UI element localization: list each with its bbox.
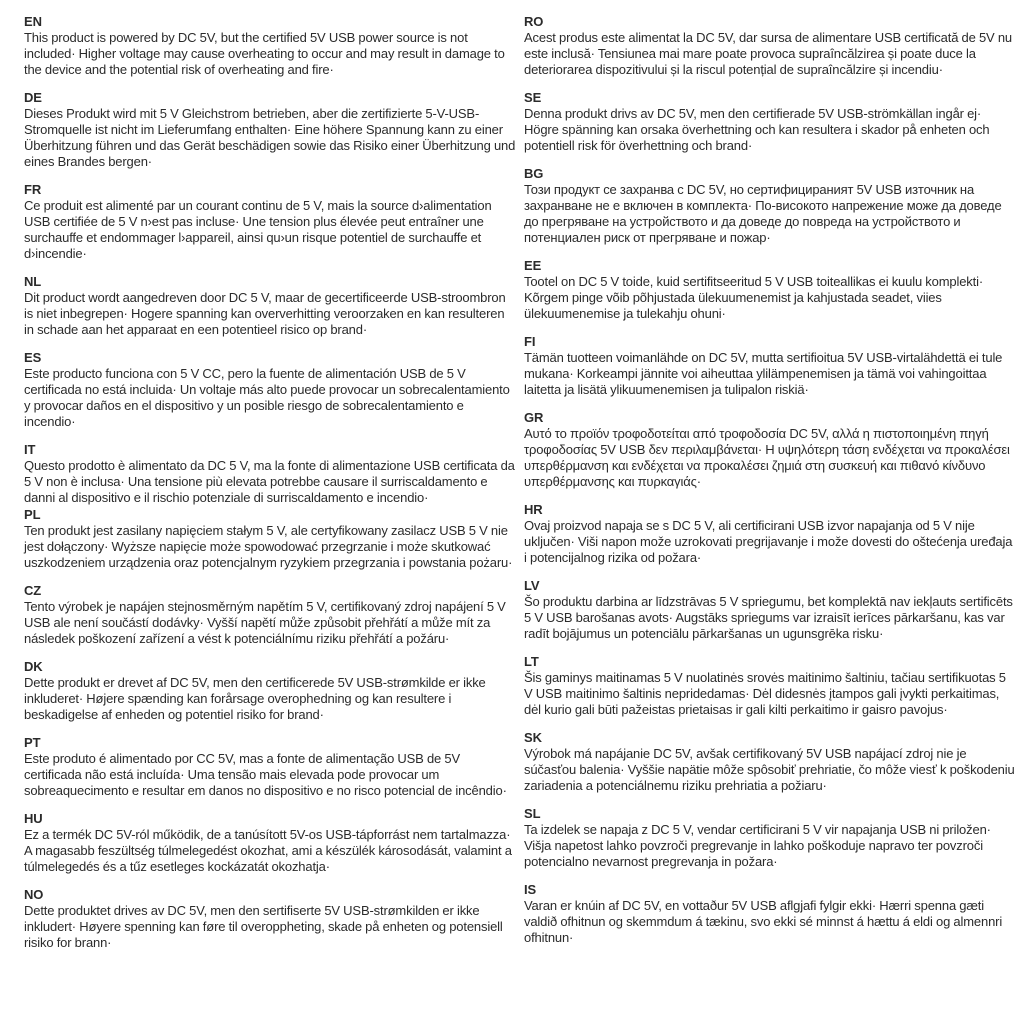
- warning-text: Acest produs este alimentat la DC 5V, dar sursa de alimentare USB certificată de 5V nu este inclusă· Tensiunea mai mare poate provoca supraîncălzirea și poate duce la deteriorarea dispozitivului și la riscul potențial de supraîncălzire și incendiu·: [524, 30, 1012, 77]
- language-code-label: NO: [24, 887, 44, 902]
- language-section: [24, 735, 516, 799]
- warning-text: Dieses Produkt wird mit 5 V Gleichstrom betrieben, aber die zertifizierte 5-V-USB-Stromquelle ist nicht im Lieferumfang enthalten· Eine höhere Spannung kann zu einer Überhitzung führen und das Gerät beschädigen sowie das Risiko einer Überhitzung und eines Brandes bergen·: [24, 106, 516, 169]
- language-section: [24, 887, 516, 951]
- language-section: [24, 811, 516, 875]
- language-code-label: IS: [524, 882, 537, 897]
- language-code-label: DK: [24, 659, 43, 674]
- warning-text: This product is powered by DC 5V, but the certified 5V USB power source is not included· Higher voltage may cause overheating to occur and may result in damage to the device and the potential risk of overheating and fire·: [24, 30, 505, 77]
- language-code-label: CZ: [24, 583, 42, 598]
- warning-text: Este produto é alimentado por CC 5V, mas a fonte de alimentação USB de 5V certificada não está incluída· Uma tensão mais elevada pode provocar um sobreaquecimento e resultar em danos no dispositivo e no risco potencial de incêndio·: [24, 751, 507, 798]
- warning-text: Šo produktu darbina ar līdzstrāvas 5 V spriegumu, bet komplektā nav iekļauts sertificēts 5 V USB barošanas avots· Augstāks spriegums var izraisīt ierīces pārkaršanu, kas var radīt bojājumus un potenciālu pārkaršanas un ugunsgrēka risku·: [524, 594, 1013, 641]
- language-section: [24, 442, 516, 506]
- language-section: [24, 182, 516, 262]
- language-section: [524, 166, 1016, 246]
- language-code-label: HU: [24, 811, 43, 826]
- language-code-label: EE: [524, 258, 542, 273]
- column-left: [24, 14, 516, 1024]
- language-section: [24, 14, 516, 78]
- warning-text: Ez a termék DC 5V-ról működik, de a tanúsított 5V-os USB-tápforrást nem tartalmazza· A magasabb feszültség túlmelegedést okozhat, ami a készülék károsodását, valamint a túlmelegedés és a tűz esetleges kockázatát okozhatja·: [24, 827, 512, 874]
- language-code-label: NL: [24, 274, 42, 289]
- warning-text: Tämän tuotteen voimanlähde on DC 5V, mutta sertifioitua 5V USB-virtalähdettä ei tule mukana· Korkeampi jännite voi aiheuttaa ylilämpenemisen ja tämä voi vahingoittaa laitetta ja lisätä ylikuumenemisen ja tulipalon riskiä·: [524, 350, 1003, 397]
- language-section: [524, 258, 1016, 322]
- language-section: [524, 578, 1016, 642]
- warning-text: Šis gaminys maitinamas 5 V nuolatinės srovės maitinimo šaltiniu, tačiau sertifikuotas 5 V USB maitinimo šaltinis nepridedamas· Dėl didesnės įtampos gali įvykti perkaitimas, dėl kurio gali būti pažeistas prietaisas ir gali kilti perkaitimo ir gaisro pavojus·: [524, 670, 1006, 717]
- warning-text: Varan er knúin af DC 5V, en vottaður 5V USB aflgjafi fylgir ekki· Hærri spenna gæti valdið ofhitnun og skemmdum á tækinu, svo ekki sé minnst á hættu á eldi og almennri ofhitnun·: [524, 898, 1003, 945]
- warning-text: Ce produit est alimenté par un courant continu de 5 V, mais la source d›alimentation USB certifiée de 5 V n›est pas incluse· Une tension plus élevée peut entraîner une surchauffe et endommager l›appareil, ainsi qu›un risque potentiel de surchauffe et d›incendie·: [24, 198, 492, 261]
- language-code-label: GR: [524, 410, 544, 425]
- language-code-label: HR: [524, 502, 543, 517]
- language-section: [24, 583, 516, 647]
- language-code-label: DE: [24, 90, 42, 105]
- language-code-label: LT: [524, 654, 539, 669]
- language-code-label: EN: [24, 14, 42, 29]
- language-section: [24, 507, 516, 571]
- warning-text: Este producto funciona con 5 V CC, pero la fuente de alimentación USB de 5 V certificada no está incluida· Un voltaje más alto puede provocar un sobrecalentamiento y provocar daños en el dispositivo y un posible riesgo de sobrecalentamiento e incendio·: [24, 366, 510, 429]
- column-right: [524, 14, 1016, 1024]
- language-code-label: SK: [524, 730, 542, 745]
- language-section: [524, 882, 1016, 946]
- language-code-label: SL: [524, 806, 541, 821]
- language-code-label: PL: [24, 507, 41, 522]
- warning-text: Tootel on DC 5 V toide, kuid sertifitseeritud 5 V USB toiteallikas ei kuulu komplekti· Kõrgem pinge võib põhjustada ülekuumenemist ja kahjustada seadet, viies ülekuumenemise ja tulekahju ohuni·: [524, 274, 984, 321]
- language-code-label: RO: [524, 14, 544, 29]
- language-code-label: SE: [524, 90, 542, 105]
- language-section: [524, 90, 1016, 154]
- warning-text: Ta izdelek se napaja z DC 5 V, vendar certificirani 5 V vir napajanja USB ni priložen· Višja napetost lahko povzroči pregrevanje in lahko poškoduje napravo ter povzroči potencialno nevarnost pregrevanja in požara·: [524, 822, 991, 869]
- language-section: [524, 410, 1016, 490]
- language-section: [24, 90, 516, 170]
- language-code-label: PT: [24, 735, 41, 750]
- language-section: [524, 730, 1016, 794]
- language-section: [24, 659, 516, 723]
- language-code-label: FR: [24, 182, 42, 197]
- language-code-label: IT: [24, 442, 36, 457]
- warning-text: Dette produkt er drevet af DC 5V, men den certificerede 5V USB-strømkilde er ikke inkluderet· Højere spænding kan forårsage overophedning og kan resultere i beskadigelse af enheden og potentiel risiko for brand·: [24, 675, 486, 722]
- language-section: [524, 806, 1016, 870]
- warning-text: Dit product wordt aangedreven door DC 5 V, maar de gecertificeerde USB-stroombron is niet inbegrepen· Hogere spanning kan oververhitting veroorzaken en kan resulteren in schade aan het apparaat en een potentieel risico op brand·: [24, 290, 506, 337]
- warning-text: Този продукт се захранва с DC 5V, но сертифицираният 5V USB източник на захранване не е включен в комплекта· По-високото напрежение може да доведе до прегряване на устройството и да доведе до повреда на устройството и потенциален риск от прегряване и пожар·: [524, 182, 1002, 245]
- language-section: [24, 350, 516, 430]
- language-section: [524, 654, 1016, 718]
- language-section: [524, 502, 1016, 566]
- warning-text: Výrobok má napájanie DC 5V, avšak certifikovaný 5V USB napájací zdroj nie je súčasťou balenia· Vyššie napätie môže spôsobiť prehriatie, čo môže viesť k poškodeniu zariadenia a potenciálnemu riziku prehriatia a požiaru·: [524, 746, 1015, 793]
- warning-text: Questo prodotto è alimentato da DC 5 V, ma la fonte di alimentazione USB certificata da 5 V non è inclusa· Una tensione più elevata potrebbe causare il surriscaldamento e danni al dispositivo e il rischio potenziale di surriscaldamento e incendio·: [24, 458, 515, 505]
- language-code-label: BG: [524, 166, 544, 181]
- warning-text: Dette produktet drives av DC 5V, men den sertifiserte 5V USB-strømkilden er ikke inkludert· Høyere spenning kan føre til overoppheting, skade på enheten og potensiell risiko for brann·: [24, 903, 503, 950]
- warning-text: Ovaj proizvod napaja se s DC 5 V, ali certificirani USB izvor napajanja od 5 V nije uključen· Viši napon može uzrokovati pregrijavanje i može dovesti do oštećenja uređaja i potencijalnog rizika od požara·: [524, 518, 1013, 565]
- language-section: [524, 334, 1016, 398]
- language-section: [524, 14, 1016, 78]
- warning-text: Αυτό το προϊόν τροφοδοτείται από τροφοδοσία DC 5V, αλλά η πιστοποιημένη πηγή τροφοδοσίας 5V USB δεν περιλαμβάνεται· Η υψηλότερη τάση ενδέχεται να προκαλέσει υπερθέρμανση και ενδέχεται να προκαλέσει ζημιά στη συσκευή και πιθανό κίνδυνο υπερθέρμανσης και πυρκαγιάς·: [524, 426, 1010, 489]
- language-code-label: ES: [24, 350, 42, 365]
- warning-text: Denna produkt drivs av DC 5V, men den certifierade 5V USB-strömkällan ingår ej· Högre spänning kan orsaka överhettning och kan resultera i skador på enheten och potentiell risk för överhettning och brand·: [524, 106, 990, 153]
- warning-text: Tento výrobek je napájen stejnosměrným napětím 5 V, certifikovaný zdroj napájení 5 V USB ale není součástí dodávky· Vyšší napětí může způsobit přehřátí a může mít za následek poškození zařízení a vést k potenciálnímu riziku přehřátí a požáru·: [24, 599, 506, 646]
- language-section: [24, 274, 516, 338]
- language-code-label: LV: [524, 578, 540, 593]
- warning-text: Ten produkt jest zasilany napięciem stałym 5 V, ale certyfikowany zasilacz USB 5 V nie jest dołączony· Wyższe napięcie może spowodować przegrzanie i może skutkować uszkodzeniem urządzenia oraz potencjalnym ryzykiem przegrzania i powstania pożaru·: [24, 523, 513, 570]
- language-code-label: FI: [524, 334, 536, 349]
